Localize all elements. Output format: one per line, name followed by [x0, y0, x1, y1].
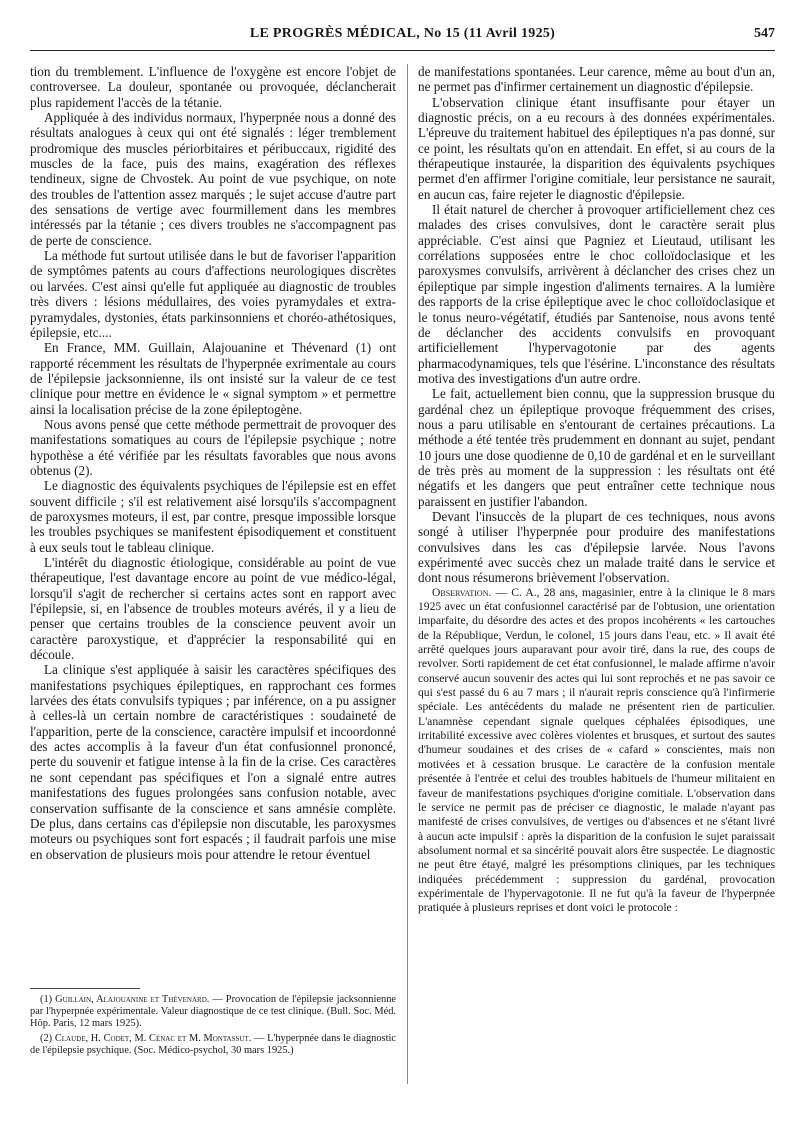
paragraph: Appliquée à des individus normaux, l'hyperpnée nous a donné des résultats analogues à ceux qui ont été signalés : léger tremblement prodromique des muscles périorbitaires et péribuccaux, rigidité des muscles de la face, puis des mains, exagération des réflexes tendineux, signe de Chvostek. Au point de vue psychique, on note des troubles de l'attention assez marqués ; le sujet accuse d'autre part des sensations de vertige avec fourmillement dans les membres intéressés par la tétanie ; ces divers troubles ne s'accompagnent pas de perte de conscience.: [30, 110, 396, 248]
paragraph: Le diagnostic des équivalents psychiques de l'épilepsie est en effet souvent difficile ; s'il est relativement aisé lorsqu'ils s'accompagnent de paroxysmes moteurs, il est, par contre, presque impossible lorsque les troubles psychiques se manifestent épisodiquement et constituent à eux seuls tout le tableau clinique.: [30, 478, 396, 555]
paragraph: tion du tremblement. L'influence de l'oxygène est encore l'objet de controversee. La douleur, spontanée ou provoquée, déclancherait plus rapidement l'accès de la tétanie.: [30, 64, 396, 110]
observation-label: Observation.: [432, 585, 492, 599]
page-header: [30, 22, 775, 51]
journal-title: LE PROGRÈS MÉDICAL, No 15 (11 Avril 1925): [249, 26, 556, 41]
paragraph: Devant l'insuccès de la plupart de ces techniques, nous avons songé à utiliser l'hyperpnée pour produire des manifestations convulsives dans les cas d'épilepsie larvée. Nous l'avons expérimenté avec succès chez un malade traité dans le service et dont nous résumerons brièvement l'observation.: [418, 508, 775, 586]
observation-text: — C. A., 28 ans, magasinier, entre à la clinique le 8 mars 1925 avec un état confusionnel caractérisé par de l'obtusion, une orientation imparfaite, du désordre des actes et des propos incohérents « les cartouches de la République, Verdun, le colonel, 15 jours dans l'eau, etc. » Il avait été arrêté quelques jours auparavant pour avoir tiré, dans la rue, des coups de revolver. Sorti rapidement de cet état confusionnel, le malade affirme n'avoir conservé aucun souvenir des actes qui lui sont reprochés et ne pas savoir ce qui s'est passé du 6 au 7 mars ; il n'aurait repris conscience qu'à l'infirmerie spéciale. Les antécédents du malade ne présentent rien de particulier. L'anamnèse cependant signale quelques céphalées épisodiques, une irritabilité excessive avec colères violentes et brusques, et surtout des sautes d'humeur soudaines et des crises de « cafard » conscientes, mais non motivées et à cessation brusque. Le caractère de la confusion mentale présentée à l'entrée et celui des troubles habituels de l'humeur militaient en faveur de manifestations psychiques d'origine comitiale. L'observation dans le service ne permit pas de préciser ce diagnostic, le malade n'ayant pas manifesté de crises convulsives, de vertiges ou d'absences et ne s'étant livré à aucun acte impulsif : après la disparition de la confusion le sujet paraissait absolument normal et sa sincérité pouvait alors être suspectée. Le diagnostic ne peut être étayé, malgré les présomptions cliniques, par les techniques indiquées précédemment : suppression du gardénal, provocation expérimentale de l'hypervagotonie. Il ne fut qu'à la faveur de l'hyperpnée pratiquée à plusieurs reprises et dont voici le protocole :: [418, 585, 775, 915]
footnote: [30, 1033, 396, 1057]
paragraph: Il était naturel de chercher à provoquer artificiellement chez ces malades des crises convulsives, dont le caractère serait plus appréciable. C'est ainsi que Pagniez et Lieutaud, utilisant les corrélations supposées entre le choc colloïdoclasique et les paroxysmes convulsifs, arrivèrent à déclancher des crises chez un épileptique par simple ingestion d'aliments ternaires. A la lumière des rapports de la crise épileptique avec le choc colloïdoclasique et le tonus neuro-végétatif, étudiés par Santenoise, nous avons tenté de déclancher des accidents convulsifs en provoquant artificiellement l'hypervagotonie par des agents pharmacodynamiques, tels que l'ésérine. L'inconstance des résultats motiva des investigations d'un autre ordre.: [418, 202, 775, 386]
left-column: [30, 64, 396, 862]
footnote-marker: (2): [40, 1033, 53, 1044]
page-number: 547: [754, 26, 775, 41]
footnote-text: — Provocation de l'épilepsie jacksonnienne par l'hyperpnée expérimentale. Valeur diagnostique de ce test clinique. (Bull. Soc. Méd. Hôp. Paris, 12 mars 1925).: [30, 994, 397, 1029]
footnote: [30, 994, 396, 1030]
column-divider: [407, 64, 408, 1084]
paragraph: La méthode fut surtout utilisée dans le but de favoriser l'apparition de symptômes patents au cours d'affections neurologiques discrètes ou larvées. C'est ainsi qu'elle fut appliquée au diagnostic de troubles très divers : lésions médullaires, des voies pyramydales et extra-pyramydales, dystonies, états parkinsonniens et choréo-athétosiques, épilepsie, etc....: [30, 248, 396, 340]
paragraph: L'intérêt du diagnostic étiologique, considérable au point de vue thérapeutique, l'est davantage encore au point de vue médico-légal, lorsqu'il s'agit de rechercher si certains actes sont en rapport avec l'épilepsie, si, en l'absence de troubles moteurs avérés, il y a lieu de penser que certains troubles de la conscience peuvent avoir un caractère paroxystique, et d'apprécier la responsabilité qui en découle.: [30, 555, 396, 663]
paragraph: Le fait, actuellement bien connu, que la suppression brusque du gardénal chez un épileptique provoque fréquemment des crises, nous a paru utilisable en s'entourant de certaines précautions. La méthode a été tentée très prudemment en donnant au sujet, pendant 10 jours une dose quodienne de 0,10 de gardénal et en le surveillant de très près au moment de la suppression : les résultats ont été négatifs et les dangers que peut entraîner cette technique nous paraissent en justifier l'abandon.: [418, 386, 775, 509]
footnote-text: — L'hyperpnée dans le diagnostic de l'épilepsie psychique. (Soc. Médico-psychol, 30 mars 1925.): [30, 1033, 396, 1056]
paragraph: L'observation clinique étant insuffisante pour étayer un diagnostic précis, on a eu recours à des données expérimentales. L'épreuve du traitement habituel des épileptiques n'a pas donné, sur ce point, les résultats qu'on en attendait. En effet, si au cours de la thérapeutique instaurée, la disparition des équivalents psychiques permet d'en affirmer l'origine comitiale, leur persistance ne saurait, en aucun cas, faire rejeter le diagnostic d'épilepsie.: [418, 94, 775, 202]
paragraph: Nous avons pensé que cette méthode permettrait de provoquer des manifestations somatiques au cours de l'épilepsie psychique ; notre hypothèse a été vérifiée par les résultats favorables que nous avons obtenus (2).: [30, 416, 396, 478]
footnotes: [30, 994, 396, 1060]
paragraph: En France, MM. Guillain, Alajouanine et Thévenard (1) ont rapporté récemment les résultats de l'hyperpnée exrimentale au cours de l'épilepsie jacksonnienne, ils ont insisté sur la valeur de ce test clinique pour mettre en évidence le « signal symptom » et permettre ainsi la localisation précise de la zone épileptogène.: [30, 340, 396, 417]
paragraph: La clinique s'est appliquée à saisir les caractères spécifiques des manifestations psychiques épileptiques, en rapprochant ces formes larvées des états convulsifs typiques ; par inférence, on a pu assigner à celles-là un certain nombre de caractéristiques : soudaineté de l'apparition, perte de la conscience, caractère impulsif et incoordonné des actes accomplis à la faveur d'un état confusionnel prononcé, perte du souvenir et fatigue intense à la fin de la crise. Ces caractères ne sont cependant pas spécifiques et l'on a signalé entre autres manifestations des fugues prolongées sans confusion notable, avec conservation suffisante de la conscience et sans amnésie complète. De plus, dans certains cas d'épilepsie non discutable, les paroxysmes moteurs ou psychiques sont fort espacés ; il faudrait parfois une mise en observation de plusieurs mois pour attendre le retour éventuel: [30, 662, 396, 862]
observation-paragraph: [418, 586, 775, 916]
footnote-authors: Guillain, Alajouanine et Thévenard.: [55, 994, 210, 1005]
footnote-marker: (1): [40, 994, 53, 1005]
footnote-authors: Claude, H. Codet, M. Cénac et M. Montassut.: [54, 1033, 252, 1044]
right-column: [418, 64, 775, 916]
footnote-rule: [30, 988, 140, 989]
paragraph: de manifestations spontanées. Leur carence, même au bout d'un an, ne permet pas d'infirmer certainement un diagnostic d'épilepsie.: [418, 64, 775, 95]
